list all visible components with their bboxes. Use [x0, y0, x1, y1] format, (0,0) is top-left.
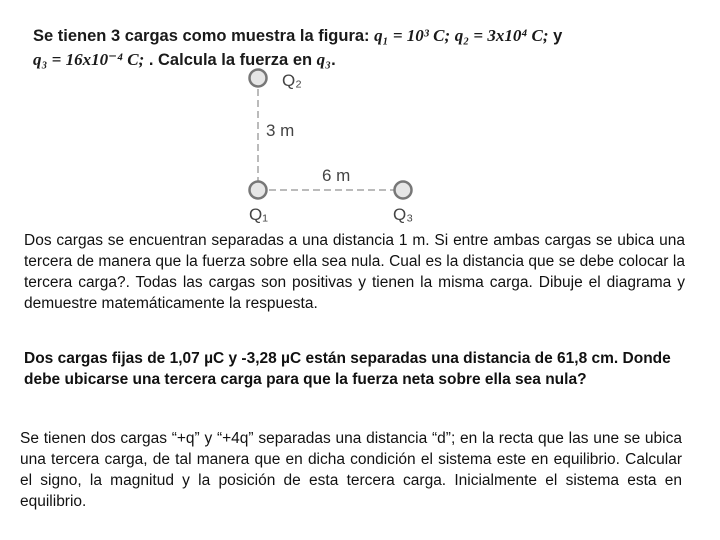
charge-q3-node	[395, 182, 412, 199]
conjunction-and: y	[553, 27, 563, 45]
q2-value: q₂ = 3x10⁴ C;	[454, 26, 549, 45]
vertical-distance-label: 3 m	[266, 121, 295, 140]
target-charge: q₃	[316, 50, 332, 69]
problem-4-text: Se tienen dos cargas “+q” y “+4q” separadas una distancia “d”; en la recta que las une se ubica una tercera carga, de tal manera que en dicha condición el sistema este en equilibrio. Calcular el signo, la magnitud y la posición de esta tercera carga. Inicialmente el sistema esta en equilibrio.	[20, 430, 682, 510]
q3-value: q₃ = 16x10⁻⁴ C;	[33, 50, 145, 69]
charge-q1-node	[250, 182, 267, 199]
charge-diagram	[240, 62, 430, 234]
problem-1-task: . Calcula la fuerza en	[148, 51, 313, 69]
problem-1-intro: Se tienen 3 cargas como muestra la figura:	[33, 27, 370, 45]
q1-value: q₁ = 10³ C;	[374, 26, 451, 45]
problem-2-text: Dos cargas se encuentran separadas a una distancia 1 m. Si entre ambas cargas se ubica una tercera de manera que la fuerza sobre ella sea nula. Cual es la distancia que se debe colocar la tercera carga?. Todas las cargas son positivas y tienen la misma carga. Dibuje el diagrama y demuestre matemáticamente la respuesta.	[24, 232, 685, 312]
problem-1-end: .	[331, 51, 336, 69]
horizontal-distance-label: 6 m	[322, 166, 351, 185]
charge-q2-node	[250, 70, 267, 87]
problem-3-text: Dos cargas fijas de 1,07 µC y -3,28 µC están separadas una distancia de 61,8 cm. Donde debe ubicarse una tercera carga para que la fuerza neta sobre ella sea nula?	[24, 350, 671, 388]
q2-label: Q₂	[282, 71, 302, 90]
q1-label: Q₁	[249, 205, 268, 224]
q3-label: Q₃	[393, 205, 414, 224]
